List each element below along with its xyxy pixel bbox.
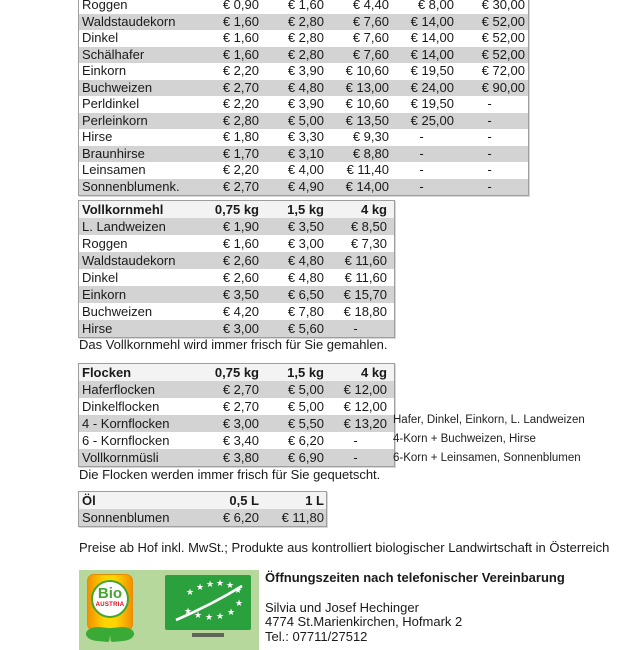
table-title: Flocken [82, 365, 132, 380]
table-row [79, 269, 394, 286]
price-cell: € 4,80 [287, 253, 324, 268]
price-cell: € 3,50 [287, 219, 324, 234]
vollkornmehl-note: Das Vollkornmehl wird immer frisch für Sie gemahlen. [79, 337, 388, 352]
product-name: Einkorn [82, 63, 127, 78]
product-name: Haferflocken [82, 382, 155, 397]
table-row [79, 415, 394, 432]
price-cell: € 4,20 [222, 304, 259, 319]
price-cell: € 11,60 [344, 253, 387, 268]
table-row [79, 218, 394, 235]
price-cell: € 52,00 [481, 30, 525, 45]
price-cell: € 4,80 [287, 270, 324, 285]
empty-price-cell: - [419, 145, 424, 161]
empty-price-cell: - [487, 112, 492, 128]
price-cell: € 2,60 [222, 270, 259, 285]
table-row [79, 509, 326, 526]
price-cell: € 14,00 [345, 178, 389, 194]
column-header: 0,75 kg [214, 365, 259, 380]
price-cell: € 52,00 [481, 46, 525, 62]
bio-austria-circle [91, 580, 129, 618]
annotation-line: 6-Korn + Leinsamen, Sonnenblumen [393, 452, 581, 464]
svg-text:★: ★ [233, 586, 243, 596]
svg-text:★: ★ [205, 580, 215, 590]
price-cell: € 7,60 [352, 46, 389, 62]
flocken-note: Die Flocken werden immer frisch für Sie gequetscht. [79, 467, 381, 482]
organic-logo-panel [79, 570, 259, 650]
empty-price-cell: - [487, 96, 492, 111]
price-cell: € 14,00 [410, 46, 454, 62]
table-row [79, 320, 394, 337]
annotation-line: Hafer, Dinkel, Einkorn, L. Landweizen [393, 414, 585, 426]
price-cell: € 19,50 [410, 63, 454, 78]
table-row [79, 252, 394, 269]
svg-text:★: ★ [183, 607, 193, 617]
product-name: L. Landweizen [82, 219, 166, 234]
price-cell: € 7,60 [352, 30, 389, 45]
grain-price-table [78, 0, 529, 196]
price-cell: € 2,70 [222, 399, 259, 414]
price-cell: € 3,00 [222, 321, 259, 336]
price-cell: € 9,30 [352, 129, 389, 144]
price-cell: € 3,30 [287, 129, 324, 144]
price-cell: € 3,00 [287, 236, 324, 251]
price-cell: € 4,80 [287, 79, 324, 95]
empty-price-cell: - [353, 321, 358, 336]
eu-certification-code [192, 633, 224, 637]
price-cell: € 2,70 [222, 178, 259, 194]
price-cell: € 8,50 [350, 219, 387, 234]
contact-phone: Tel.: 07711/27512 [265, 628, 368, 644]
price-cell: € 2,70 [222, 382, 259, 397]
table-row [79, 235, 394, 252]
price-cell: € 2,80 [287, 30, 324, 45]
table-row [79, 63, 528, 80]
table-row [79, 14, 528, 31]
product-name: Dinkelflocken [82, 399, 160, 414]
svg-text:★: ★ [195, 583, 205, 593]
price-cell: € 1,60 [287, 0, 324, 12]
price-cell: € 2,80 [287, 46, 324, 62]
table-row [79, 47, 528, 64]
column-header: 0,5 L [229, 493, 259, 508]
svg-text:★: ★ [215, 579, 225, 589]
price-cell: € 5,00 [287, 112, 324, 128]
table-title: Vollkornmehl [82, 202, 164, 217]
flocken-price-table [78, 363, 395, 467]
price-cell: € 7,30 [350, 236, 387, 251]
product-name: Waldstaudekorn [82, 253, 176, 268]
eu-organic-leaf-logo [165, 575, 251, 630]
price-cell: € 0,90 [222, 0, 259, 12]
opening-hours-heading: Öffnungszeiten nach telefonischer Vereinbarung [265, 570, 565, 585]
table-header-row [79, 492, 326, 509]
table-row [79, 449, 394, 466]
price-cell: € 1,70 [222, 145, 259, 161]
column-header: 0,75 kg [214, 202, 259, 217]
price-cell: € 5,00 [287, 382, 324, 397]
price-cell: € 72,00 [481, 63, 525, 78]
price-cell: € 1,90 [222, 219, 259, 234]
column-header: 4 kg [360, 202, 387, 217]
price-cell: € 7,80 [287, 304, 324, 319]
price-cell: € 1,60 [222, 46, 259, 62]
price-cell: € 13,50 [345, 112, 389, 128]
product-name: Perldinkel [82, 96, 140, 111]
product-name: Dinkel [82, 270, 119, 285]
price-cell: € 11,80 [281, 510, 324, 525]
product-name: Dinkel [82, 30, 119, 45]
product-name: Roggen [82, 0, 128, 12]
svg-text:★: ★ [225, 581, 235, 591]
table-row [79, 113, 528, 130]
product-name: Leinsamen [82, 162, 146, 177]
price-cell: € 5,50 [287, 416, 324, 431]
svg-text:★: ★ [204, 613, 214, 623]
table-row [79, 146, 528, 163]
product-name: Buchweizen [82, 79, 153, 95]
price-cell: € 13,00 [345, 79, 389, 95]
svg-text:★: ★ [226, 608, 236, 618]
product-name: Hirse [82, 321, 113, 336]
price-cell: € 2,80 [287, 13, 324, 29]
contact-block [265, 601, 462, 644]
svg-text:★: ★ [185, 588, 195, 598]
product-name: Schälhafer [82, 46, 145, 62]
table-row [79, 129, 528, 146]
price-cell: € 12,00 [343, 382, 387, 397]
price-cell: € 4,40 [352, 0, 389, 12]
table-row [79, 303, 394, 320]
price-cell: € 3,10 [287, 145, 324, 161]
price-cell: € 11,60 [344, 270, 387, 285]
price-cell: € 1,60 [222, 236, 259, 251]
product-name: Sonnenblumenk. [82, 178, 180, 194]
product-name: Hirse [82, 129, 113, 144]
oel-price-table [78, 491, 327, 527]
price-cell: € 8,00 [417, 0, 454, 12]
price-cell: € 6,20 [287, 433, 324, 448]
price-cell: € 10,60 [345, 63, 389, 78]
product-name: Sonnenblumen [82, 510, 170, 525]
table-row [79, 398, 394, 415]
price-cell: € 7,60 [352, 13, 389, 29]
product-name: Vollkornmüsli [82, 450, 159, 465]
svg-text:★: ★ [234, 599, 244, 609]
table-row [79, 80, 528, 97]
bio-austria-label: Bio [97, 585, 123, 602]
price-cell: € 6,90 [287, 450, 324, 465]
empty-price-cell: - [419, 178, 424, 194]
vollkornmehl-price-table [78, 200, 395, 338]
column-header: 4 kg [360, 365, 387, 380]
price-cell: € 3,90 [287, 96, 324, 111]
price-cell: € 25,00 [410, 112, 454, 128]
price-cell: € 2,20 [222, 63, 259, 78]
price-cell: € 4,00 [287, 162, 324, 177]
price-disclaimer: Preise ab Hof inkl. MwSt.; Produkte aus kontrolliert biologischer Landwirtschaft in Österreich [79, 540, 610, 555]
price-cell: € 3,50 [222, 287, 259, 302]
contact-name: Silvia und Josef Hechinger [265, 600, 419, 615]
price-cell: € 2,20 [222, 96, 259, 111]
price-cell: € 15,70 [343, 287, 387, 302]
table-row [79, 162, 528, 179]
contact-address: 4774 St.Marienkirchen, Hofmark 2 [265, 614, 463, 630]
price-cell: € 5,60 [287, 321, 324, 336]
price-cell: € 5,00 [287, 399, 324, 414]
price-cell: € 2,60 [222, 253, 259, 268]
table-title: Öl [82, 493, 96, 508]
product-name: Einkorn [82, 287, 127, 302]
annotation-line: 4-Korn + Buchweizen, Hirse [393, 433, 536, 445]
price-cell: € 24,00 [410, 79, 454, 95]
price-cell: € 30,00 [481, 0, 525, 12]
price-cell: € 3,90 [287, 63, 324, 78]
price-cell: € 1,60 [222, 30, 259, 45]
empty-price-cell: - [419, 162, 424, 177]
product-name: Roggen [82, 236, 128, 251]
column-header: 1,5 kg [287, 202, 324, 217]
table-header-row [79, 201, 394, 218]
table-row [79, 432, 394, 449]
price-cell: € 10,60 [345, 96, 389, 111]
price-cell: € 18,80 [343, 304, 387, 319]
product-name: 6 - Kornflocken [82, 433, 170, 448]
price-cell: € 11,40 [346, 162, 389, 177]
product-name: Braunhirse [82, 145, 145, 161]
product-name: Waldstaudekorn [82, 13, 176, 29]
price-cell: € 90,00 [481, 79, 525, 95]
empty-price-cell: - [419, 129, 424, 144]
table-header-row [79, 364, 394, 381]
column-header: 1 L [305, 493, 324, 508]
price-cell: € 6,50 [287, 287, 324, 302]
empty-price-cell: - [487, 178, 492, 194]
table-row [79, 96, 528, 113]
price-cell: € 52,00 [481, 13, 525, 29]
price-cell: € 1,80 [222, 129, 259, 144]
price-cell: € 1,60 [222, 13, 259, 29]
product-name: Buchweizen [82, 304, 153, 319]
price-cell: € 2,20 [222, 162, 259, 177]
empty-price-cell: - [353, 450, 358, 465]
product-name: 4 - Kornflocken [82, 416, 170, 431]
product-name: Perleinkorn [82, 112, 148, 128]
column-header: 1,5 kg [287, 365, 324, 380]
price-cell: € 14,00 [410, 30, 454, 45]
price-cell: € 13,20 [343, 416, 387, 431]
bio-austria-logo [87, 574, 133, 631]
table-row [79, 179, 528, 196]
price-cell: € 3,00 [222, 416, 259, 431]
table-row [79, 381, 394, 398]
price-cell: € 4,90 [287, 178, 324, 194]
price-cell: € 14,00 [410, 13, 454, 29]
table-row [79, 0, 528, 14]
bio-austria-sublabel: AUSTRIA [95, 602, 125, 608]
price-cell: € 2,80 [222, 112, 259, 128]
table-row [79, 286, 394, 303]
empty-price-cell: - [487, 162, 492, 177]
price-cell: € 3,40 [222, 433, 259, 448]
table-row [79, 30, 528, 47]
price-cell: € 8,80 [352, 145, 389, 161]
flocken-ingredient-annotations [393, 411, 585, 468]
svg-text:★: ★ [193, 611, 203, 621]
price-cell: € 2,70 [222, 79, 259, 95]
price-cell: € 12,00 [343, 399, 387, 414]
svg-text:★: ★ [215, 612, 225, 622]
empty-price-cell: - [353, 433, 358, 448]
empty-price-cell: - [487, 129, 492, 144]
empty-price-cell: - [487, 145, 492, 161]
price-cell: € 3,80 [222, 450, 259, 465]
price-cell: € 6,20 [222, 510, 259, 525]
price-cell: € 19,50 [410, 96, 454, 111]
